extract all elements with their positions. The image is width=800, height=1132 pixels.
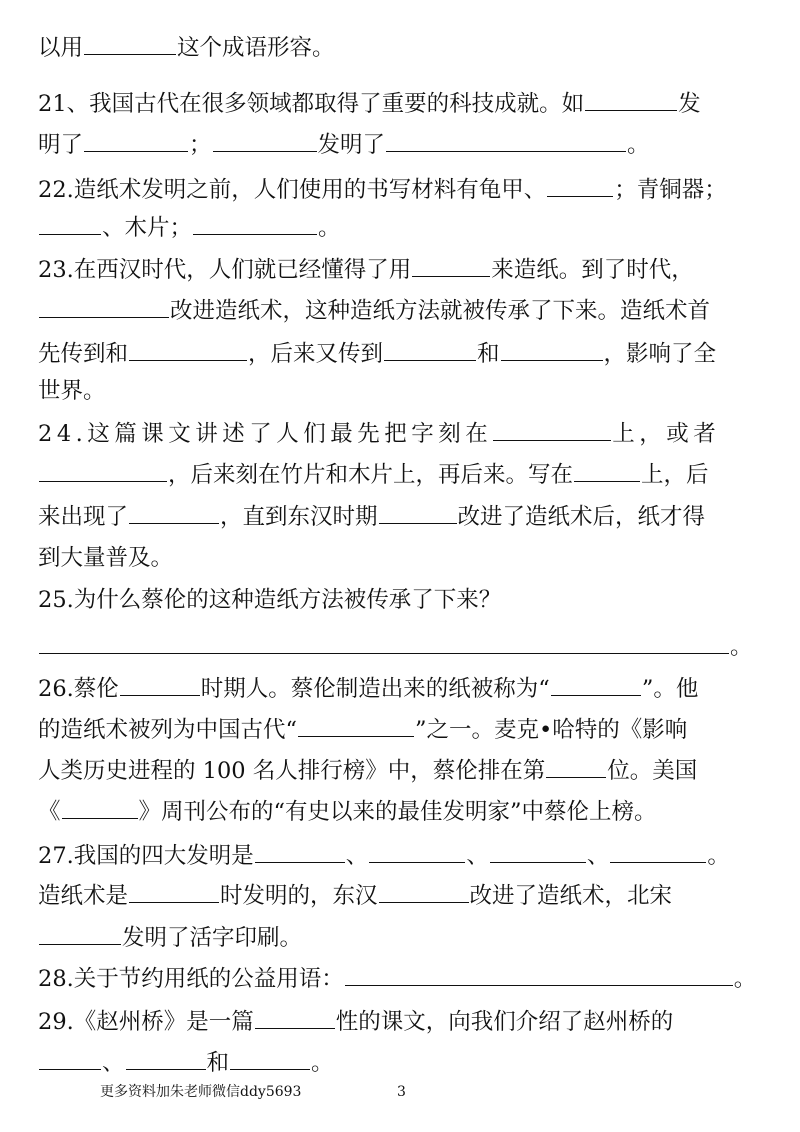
text-segment: 性的课文，向我们介绍了赵州桥的 [335,1009,674,1035]
fill-in-blank[interactable] [39,943,121,945]
fill-in-blank[interactable] [379,901,469,903]
text-line [38,291,710,331]
text-segment: 明了 [38,132,84,158]
text-segment: 》周刊公布的“有史以来的最佳发明家”中蔡伦上榜。 [138,799,657,825]
text-segment: 、 [102,1050,125,1076]
fill-in-blank[interactable] [585,109,677,111]
text-segment: 以用 [38,35,84,61]
fill-in-blank[interactable] [129,359,247,361]
text-segment: ，后来又传到 [248,341,384,367]
text-segment: 。 [707,843,730,869]
text-segment: 发明了活字印刷。 [122,925,303,951]
fill-in-blank[interactable] [213,150,317,152]
text-segment: 21、我国古代在很多领域都取得了重要的科技成就。如 [38,91,585,117]
text-segment: 。 [733,966,757,992]
fill-in-blank[interactable] [126,1068,206,1070]
text-segment: 发 [678,91,701,117]
fill-in-blank[interactable] [129,522,219,524]
text-line [38,792,657,832]
text-segment: ，后来刻在竹片和木片上，再后来。写在 [168,462,574,488]
text-segment: 上，或者 [612,421,721,447]
text-line [38,959,756,999]
text-line [38,371,106,411]
text-segment: 造纸术是 [38,883,129,909]
text-segment: 来出现了 [38,504,129,530]
fill-in-blank[interactable] [610,861,706,863]
fill-in-blank[interactable] [384,359,476,361]
text-line [38,1043,334,1083]
text-segment: 26.蔡伦 [38,676,119,702]
text-line [38,84,701,124]
text-segment: 来造纸。到了时代， [491,257,694,283]
fill-in-blank[interactable] [120,694,200,696]
text-segment: 。 [318,215,341,241]
text-segment: 时发明的，东汉 [220,883,378,909]
text-line [38,497,705,537]
footer-note: 更多资料加朱老师微信ddy5693 [100,1084,302,1100]
text-segment: 的造纸术被列为中国古代“ [38,717,298,743]
fill-in-blank[interactable] [84,53,176,55]
text-line [38,1002,673,1042]
text-line [38,918,302,958]
text-segment: 28.关于节约用纸的公益用语： [38,966,344,992]
fill-in-blank[interactable] [345,984,733,986]
text-segment: 时期人。蔡伦制造出来的纸被称为“ [200,676,550,702]
text-segment: ； [189,132,212,158]
text-line [38,580,501,620]
text-line [38,669,698,709]
text-segment: 、 [345,843,369,869]
fill-in-blank[interactable] [412,275,490,277]
text-segment: 到大量普及。 [38,545,174,571]
text-segment: 改进了造纸术，北宋 [469,883,673,909]
text-segment: 和 [206,1050,230,1076]
fill-in-blank[interactable] [39,316,169,318]
text-segment: ；青铜器； [614,177,727,203]
fill-in-blank[interactable] [379,522,457,524]
fill-in-blank[interactable] [62,817,138,819]
text-segment: 22.造纸术发明之前，人们使用的书写材料有龟甲、 [38,177,547,203]
text-segment: ，直到东汉时期 [220,504,378,530]
fill-in-blank[interactable] [551,694,641,696]
text-line [38,751,697,791]
text-segment: 27.我国的四大发明是 [38,843,254,869]
text-segment: 。 [627,132,650,158]
text-line [38,455,709,495]
text-segment: ”。他 [641,676,699,702]
fill-in-blank[interactable] [298,735,414,737]
fill-in-blank[interactable] [84,150,188,152]
fill-in-blank[interactable] [255,861,345,863]
text-segment: 人类历史进程的 100 名人排行榜》中，蔡伦排在第 [38,758,546,784]
text-segment: ，影响了全 [603,341,717,367]
fill-in-blank[interactable] [39,480,167,482]
text-line [38,836,730,876]
text-segment: ”之一。麦克•哈特的《影响 [415,717,688,743]
text-line [38,627,753,667]
text-line [38,414,720,454]
fill-in-blank[interactable] [230,1068,310,1070]
fill-in-blank[interactable] [193,233,317,235]
fill-in-blank[interactable] [490,861,586,863]
fill-in-blank[interactable] [546,776,606,778]
text-segment: 25.为什么蔡伦的这种造纸方法被传承了下来？ [38,587,502,613]
fill-in-blank[interactable] [255,1027,335,1029]
text-line [38,250,694,290]
page-number: 3 [397,1084,406,1100]
fill-in-blank[interactable] [501,359,603,361]
text-segment: 和 [477,341,500,367]
text-segment: 改进造纸术，这种造纸方法就被传承了下来。造纸术首 [170,298,711,324]
fill-in-blank[interactable] [39,233,101,235]
fill-in-blank[interactable] [39,652,729,654]
text-segment: 发明了 [317,132,386,158]
text-segment: 24.这篇课文讲述了人们最先把字刻在 [38,421,493,447]
text-segment: 、木片； [102,215,193,241]
text-segment: 。 [730,634,753,660]
text-line [38,538,173,578]
text-line [38,334,716,374]
text-segment: 位。美国 [607,758,698,784]
text-line [38,170,727,210]
text-line [38,28,335,68]
fill-in-blank[interactable] [547,195,613,197]
text-segment: 、 [586,843,610,869]
text-line [38,710,687,750]
text-segment: 这个成语形容。 [177,35,335,61]
text-segment: 《 [38,799,61,825]
text-line [38,876,672,916]
text-segment: 上，后 [641,462,709,488]
fill-in-blank[interactable] [493,439,611,441]
text-segment: 先传到和 [38,341,129,367]
text-segment: 世界。 [38,378,106,404]
fill-in-blank[interactable] [574,480,640,482]
fill-in-blank[interactable] [129,901,219,903]
text-segment: 、 [466,843,489,869]
fill-in-blank[interactable] [386,150,626,152]
text-segment: 29.《赵州桥》是一篇 [38,1009,254,1035]
text-segment: 。 [311,1050,334,1076]
text-segment: 23.在西汉时代，人们就已经懂得了用 [38,257,412,283]
fill-in-blank[interactable] [369,861,465,863]
fill-in-blank[interactable] [39,1068,101,1070]
text-segment: 改进了造纸术后，纸才得 [457,504,706,530]
text-line [38,125,650,165]
text-line [38,208,341,248]
